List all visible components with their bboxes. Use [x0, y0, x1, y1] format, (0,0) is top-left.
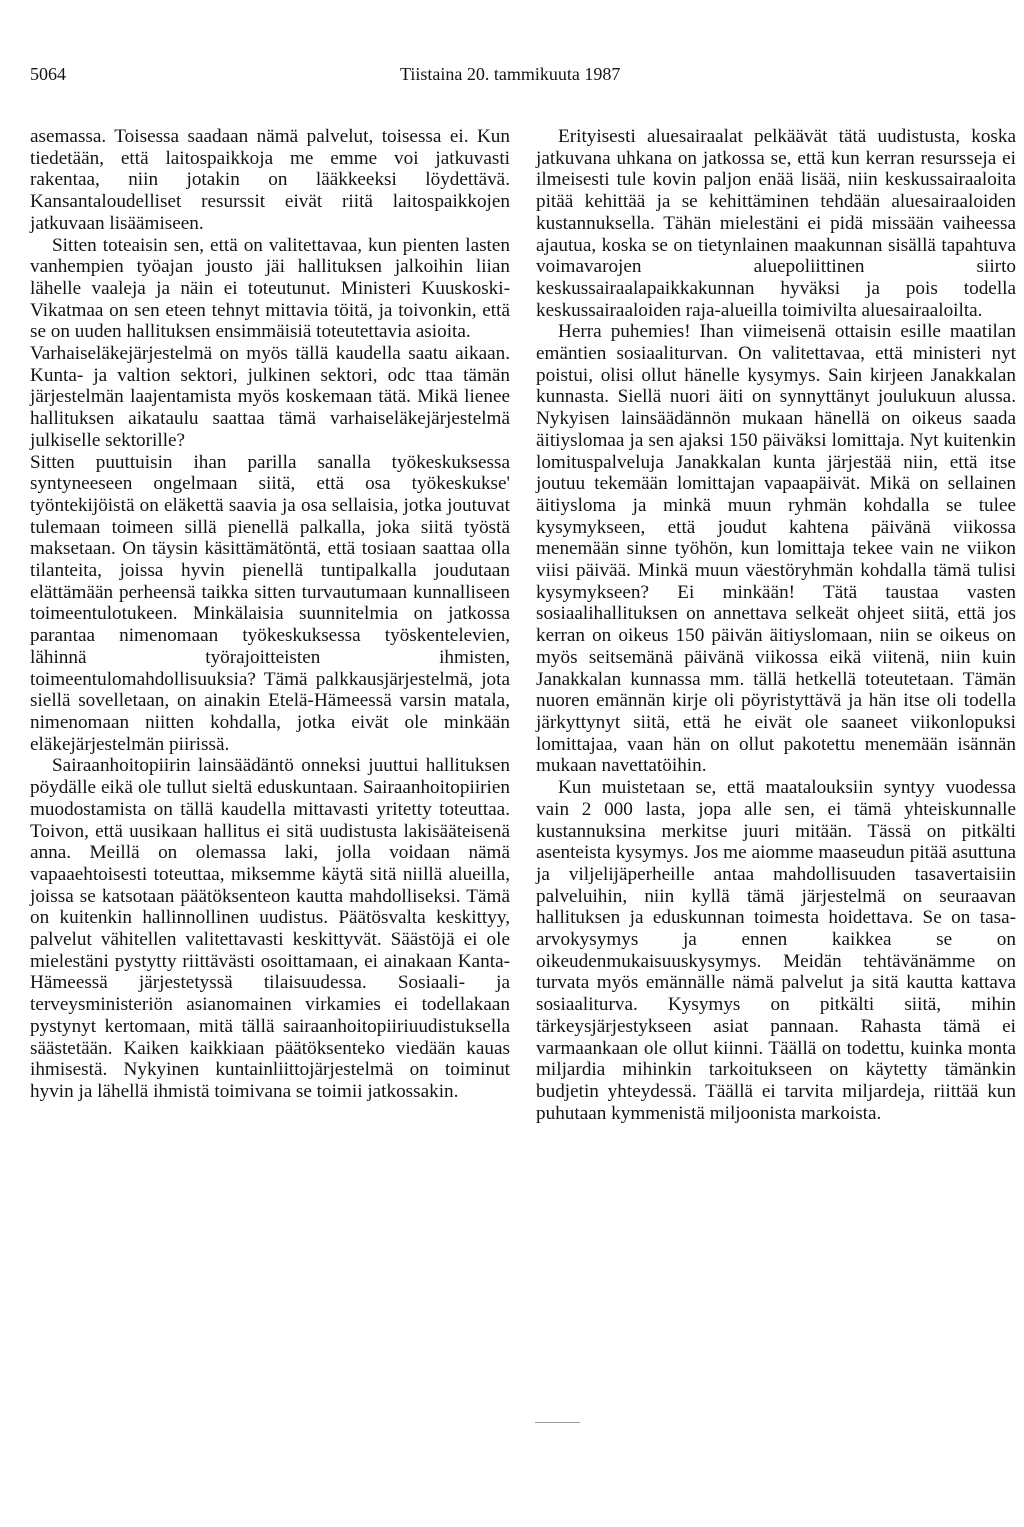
page-header-date: Tiistaina 20. tammikuuta 1987	[400, 64, 621, 84]
page-number: 5064	[30, 64, 66, 84]
paragraph: Sairaanhoitopiirin lainsäädäntö onneksi juuttui hallituksen pöydälle eikä ole tullut sieltä eduskuntaan. Sairaanhoitopiirien muodostamista on tällä kaudella mittavasti yritetty toteuttaa. Toivon, että uusikaan hallitus ei sitä uudistusta lakisääteisenä anna. Meillä on olemassa laki, jolla voidaan nämä vapaaehtoisesti toteuttaa, miksemme käytä sitä niillä alueilla, joissa se katsotaan päätöksenteon kautta mahdolliseksi. Tämä on kuitenkin hallinnollinen uudistus. Päätösvalta keskittyy, palvelut vähitellen valitettavasti keskittyvät. Säästöjä ei ole mielestäni pystytty riittävästi osoittamaan, ei ainakaan Kanta-Hämeessä järjestetyssä tilaisuudessa. Sosiaali- ja terveysministeriön asianomainen virkamies ei todellakaan pystynyt kertomaan, mitä tällä sairaanhoitopiiriuudistuksella säästetään. Kaiken kaikkiaan päätöksenteko viedään kauas ihmisestä. Nykyinen kuntainliittojärjestelmä on toiminut hyvin ja lähellä ihmistä toimivana se toimii jatkossakin.	[30, 755, 510, 1102]
paragraph: Varhaiseläkejärjestelmä on myös tällä kaudella saatu aikaan. Kunta- ja valtion sektori, julkinen sektori, odc ttaa tämän järjestelmän laajentamista myös koskemaan tätä. Mikä lienee hallituksen aikataulu saattaa tämä varhaiseläkejärjestelmä julkiselle sektorille?	[30, 343, 510, 451]
left-column	[30, 126, 510, 1103]
paragraph: Herra puhemies! Ihan viimeisenä ottaisin esille maatilan emäntien sosiaaliturvan. On valitettavaa, että ministeri nyt poistui, olisi ollut hänelle kysymys. Sain kirjeen Janakkalan kunnasta. Siellä nuori äiti on synnyttänyt joulukuun alussa. Nykyisen lainsäädännön mukaan hänellä on oikeus saada äitiyslomaa ja sen ajaksi 150 päiväksi lomittaja. Nyt kuitenkin lomituspalveluja Janakkalan kunta järjestää niin, että itse joutuu tekemään lomittajan vapaapäivät. Mikä on sellainen äitiysloma ja minkä muun ryhmän kohdalla se tulee kysymykseen, että joudut kahtena päivänä viikossa menemään sinne työhön, kun lomittaja tekee vain ne viikon viisi päivää. Minkä muun väestöryhmän kohdalla tämä tulisi kysymykseen? Ei minkään! Tätä taustaa vasten sosiaalihallituksen on annettava selkeät ohjeet siitä, että jos kerran on oikeus 150 päivän äitiyslomaan, niin se oikeus on myös seitsemänä päivänä viikossa eikä viitenä, niin kuin Janakkalan kunnassa mm. tällä hetkellä toteutetaan. Tämän nuoren emännän kirje oli pöyristyttävä ja hän itse oli todella järkyttynyt siitä, että he eivät ole saaneet viikonlopuksi lomittajaa, vaan hän on ollut pakotettu menemään isännän mukaan navettatöihin.	[536, 321, 1016, 777]
paragraph: Erityisesti aluesairaalat pelkäävät tätä uudistusta, koska jatkuvana uhkana on jatkossa se, että kun kerran resursseja ei ilmeisesti tule kovin paljon enää lisää, niin keskussairaaloita pitää kehittää ja se kehittäminen tehdään aluesairaaloiden kustannuksella. Tähän mielestäni ei pidä missään vaiheessa ajautua, koska se on tietynlainen maakunnan sisällä tapahtuva voimavarojen aluepoliittinen siirto keskussairaalapaikkakunnan hyväksi ja pois todella keskussairaaloiden raja-alueilla toimivilta aluesairaaloilta.	[536, 126, 1016, 321]
footnote-divider	[535, 1422, 580, 1423]
paragraph: Kun muistetaan se, että maatalouksiin syntyy vuodessa vain 2 000 lasta, jopa alle sen, ei tämä yhteiskunnalle kustannuksina merkitse juuri mitään. Tässä on pitkälti asenteista kysymys. Jos me aiomme maaseudun pitää asuttuna ja viljelijäperheille antaa mahdollisuuden tasavertaisiin palveluihin, niin kyllä tämä järjestelmä on seuraavan hallituksen ja eduskunnan toimesta hoidettava. Se on tasa-arvokysymys ja ennen kaikkea se on oikeudenmukaisuuskysymys. Meidän tehtävänämme on turvata myös emännälle nämä palvelut ja sitä kautta kattava sosiaaliturva. Kysymys on pitkälti siitä, mihin tärkeysjärjestykseen asiat pannaan. Rahasta tämä ei varmaankaan ole ollut kiinni. Täällä on todettu, kuinka monta miljardia mihinkin tarkoitukseen on käytetty tämänkin budjetin yhteydessä. Täällä ei tarvita miljardeja, riittää kun puhutaan kymmenistä miljoonista markoista.	[536, 777, 1016, 1124]
paragraph: Sitten puuttuisin ihan parilla sanalla työkeskuksessa syntyneeseen ongelmaan siitä, että osa työkeskukse' työntekijöistä on eläkettä saavia ja osa sellaisia, jotka joutuvat tulemaan toimeen sillä pienellä palkalla, joka siitä työstä maksetaan. On täysin käsittämätöntä, että tosiaan saattaa olla tilanteita, joissa hyvin pienellä tuntipalkalla joudutaan elättämään perheensä taikka sitten turvautumaan kunnalliseen toimeentulotukeen. Minkälaisia suunnitelmia on jatkossa parantaa nimenomaan työkeskuksessa työskentelevien, lähinnä työrajoitteisten ihmisten, toimeentulomahdollisuuksia? Tämä palkkausjärjestelmä, jota siellä sovelletaan, on ainakin Etelä-Hämeessä varsin matala, nimenomaan niitten kohdalla, jotka eivät ole minkään eläkejärjestelmän piirissä.	[30, 451, 510, 755]
paragraph: asemassa. Toisessa saadaan nämä palvelut, toisessa ei. Kun tiedetään, että laitospaikkoja me emme voi jatkuvasti rakentaa, niin jotakin on lääkkeeksi löydettävä. Kansantaloudelliset resurssit eivät riitä laitospaikkojen jatkuvaan lisäämiseen.	[30, 126, 510, 234]
right-column	[536, 126, 1016, 1124]
paragraph: Sitten toteaisin sen, että on valitettavaa, kun pienten lasten vanhempien työajan jousto jäi hallituksen jalkoihin liian lähelle vaaleja ja näin ei toteutunut. Ministeri Kuuskoski-Vikatmaa on sen eteen tehnyt mittavia töitä, ja toivonkin, että se on uuden hallituksen ensimmäisiä toteutettavia asioita.	[30, 234, 510, 343]
